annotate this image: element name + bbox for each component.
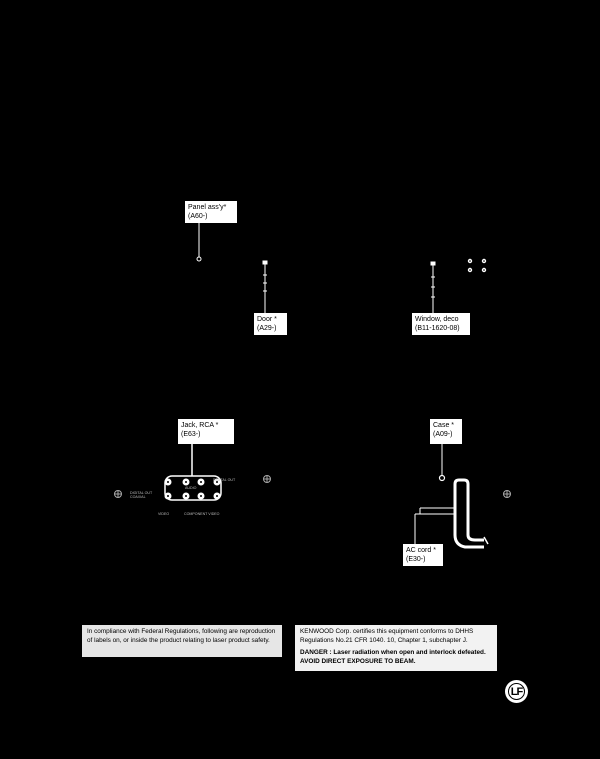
case-and-cord — [415, 444, 488, 547]
jack-rca-name: Jack, RCA * — [181, 422, 219, 429]
jack-left-text: DIGITAL OUT COAXIAL — [130, 491, 153, 499]
door-label — [254, 313, 287, 335]
jack-component-text: COMPONENT VIDEO — [184, 512, 220, 516]
jack-digital-text: DIGITAL OUT — [213, 478, 236, 482]
rca-jack-panel — [165, 444, 221, 500]
jack-rca-code: (E63-) — [181, 431, 201, 438]
jack-rca-label — [178, 419, 234, 444]
door-screw-head — [263, 261, 267, 264]
case-name: Case * — [433, 422, 455, 429]
lf-logo-text: LF — [510, 685, 523, 698]
federal-notice — [82, 625, 282, 657]
case-label — [430, 419, 462, 444]
window-deco-label — [412, 313, 470, 335]
jack-video-text: VIDEO — [158, 512, 170, 516]
laser-notice — [295, 625, 497, 671]
panel-assy-code: (A60-) — [188, 213, 208, 220]
door-code: (A29-) — [257, 325, 277, 332]
window-screw-head — [431, 262, 435, 265]
ac-cord-name: AC cord * — [406, 547, 436, 554]
ac-cord-code: (E30-) — [406, 556, 426, 563]
federal-notice-text: In compliance with Federal Regulations, following are reproduction of labels on, or inside the product relating to laser product safety. — [87, 628, 276, 644]
case-code: (A09-) — [433, 431, 453, 438]
window-deco-code: (B11-1620-08) — [415, 325, 460, 332]
ac-cord — [455, 480, 484, 540]
panel-assy-name: Panel ass'y* — [188, 204, 227, 211]
lf-logo — [505, 680, 528, 703]
danger-line2: AVOID DIRECT EXPOSURE TO BEAM. — [300, 657, 416, 665]
window-deco-name: Window, deco — [415, 316, 459, 323]
panel-assy-label — [185, 201, 237, 223]
side-screws — [115, 476, 511, 498]
danger-line1: DANGER : Laser radiation when open and interlock defeated. — [300, 649, 486, 657]
panel-screw — [197, 257, 201, 261]
ac-cord-label — [403, 544, 443, 566]
kenwood-cert-text: KENWOOD Corp. certifies this equipment conforms to DHHS Regulations No.21 CFR 1040. 10, Chapter 1, subchapter J. — [300, 628, 474, 644]
jack-audio-text: AUDIO — [185, 486, 197, 490]
door-name: Door * — [257, 316, 277, 323]
